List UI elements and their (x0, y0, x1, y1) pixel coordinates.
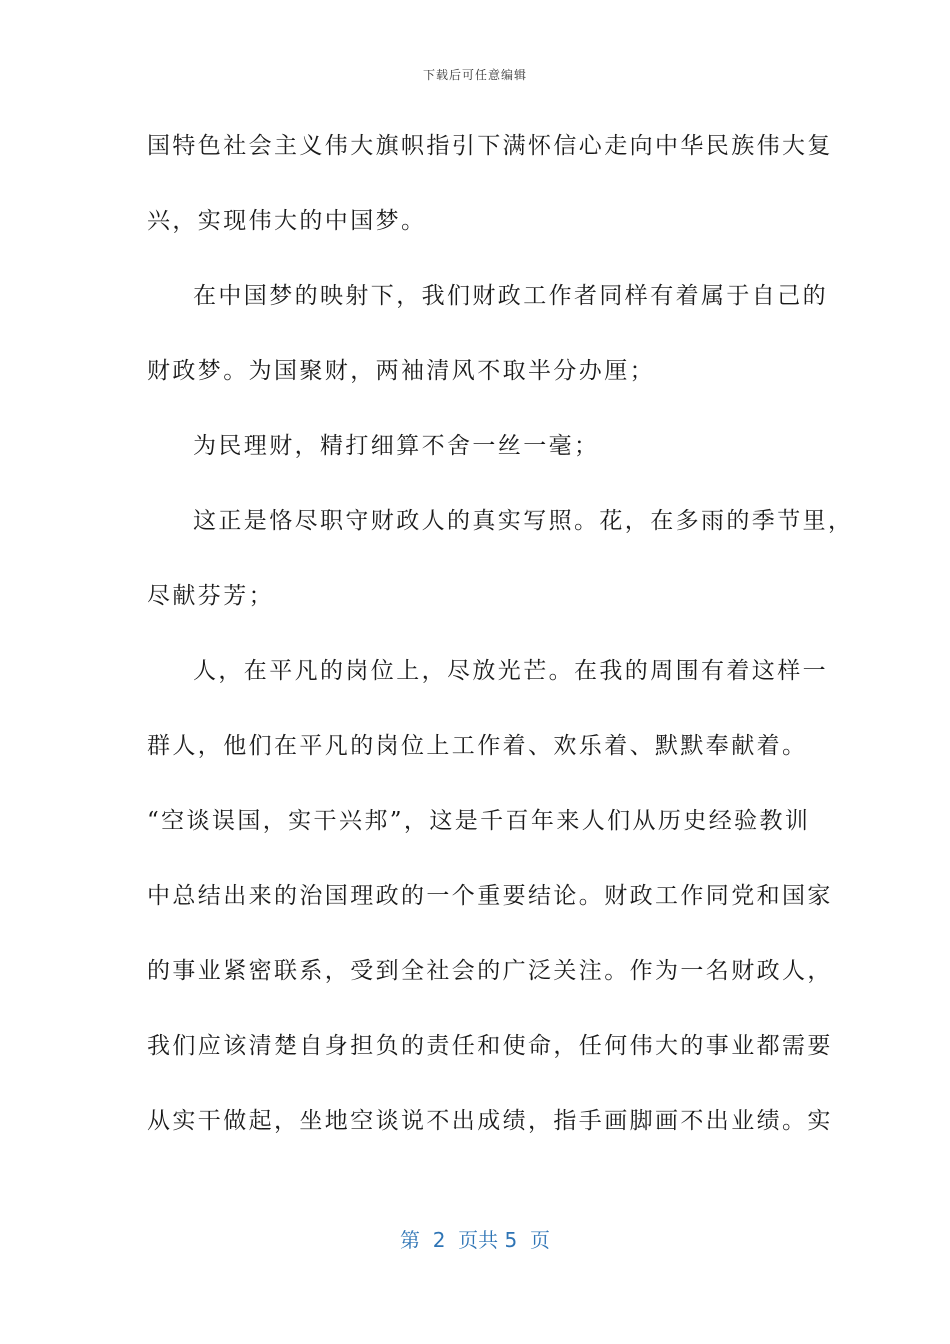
page-number-footer: 第 2 页共 5 页 (400, 1228, 550, 1252)
paragraph-start-line: 这正是恪尽职守财政人的真实写照。花，在多雨的季节里， (193, 508, 854, 534)
text-line: 中总结出来的治国理政的一个重要结论。财政工作同党和国家 (147, 883, 833, 909)
text-line: 尽献芬芳； (147, 583, 274, 609)
paragraph-start-line: 为民理财，精打细算不舍一丝一毫； (193, 433, 600, 459)
document-body (147, 124, 854, 1174)
text-line: “空谈误国，实干兴邦”，这是千百年来人们从历史经验教训 (147, 808, 811, 834)
text-line: 我们应该清楚自身担负的责任和使命，任何伟大的事业都需要 (147, 1033, 833, 1059)
paragraph-start-line: 人，在平凡的岗位上，尽放光芒。在我的周围有着这样一 (193, 658, 828, 684)
text-line: 国特色社会主义伟大旗帜指引下满怀信心走向中华民族伟大复 (147, 133, 833, 159)
text-line: 群人，他们在平凡的岗位上工作着、欢乐着、默默奉献着。 (147, 733, 808, 759)
page-header-note: 下载后可任意编辑 (422, 68, 527, 82)
text-line: 的事业紧密联系，受到全社会的广泛关注。作为一名财政人， (147, 958, 833, 984)
text-line: 从实干做起，坐地空谈说不出成绩，指手画脚画不出业绩。实 (147, 1108, 833, 1134)
text-line: 财政梦。为国聚财，两袖清风不取半分办厘； (147, 358, 655, 384)
text-line: 兴，实现伟大的中国梦。 (147, 208, 427, 234)
paragraph-start-line: 在中国梦的映射下，我们财政工作者同样有着属于自己的 (193, 283, 828, 309)
